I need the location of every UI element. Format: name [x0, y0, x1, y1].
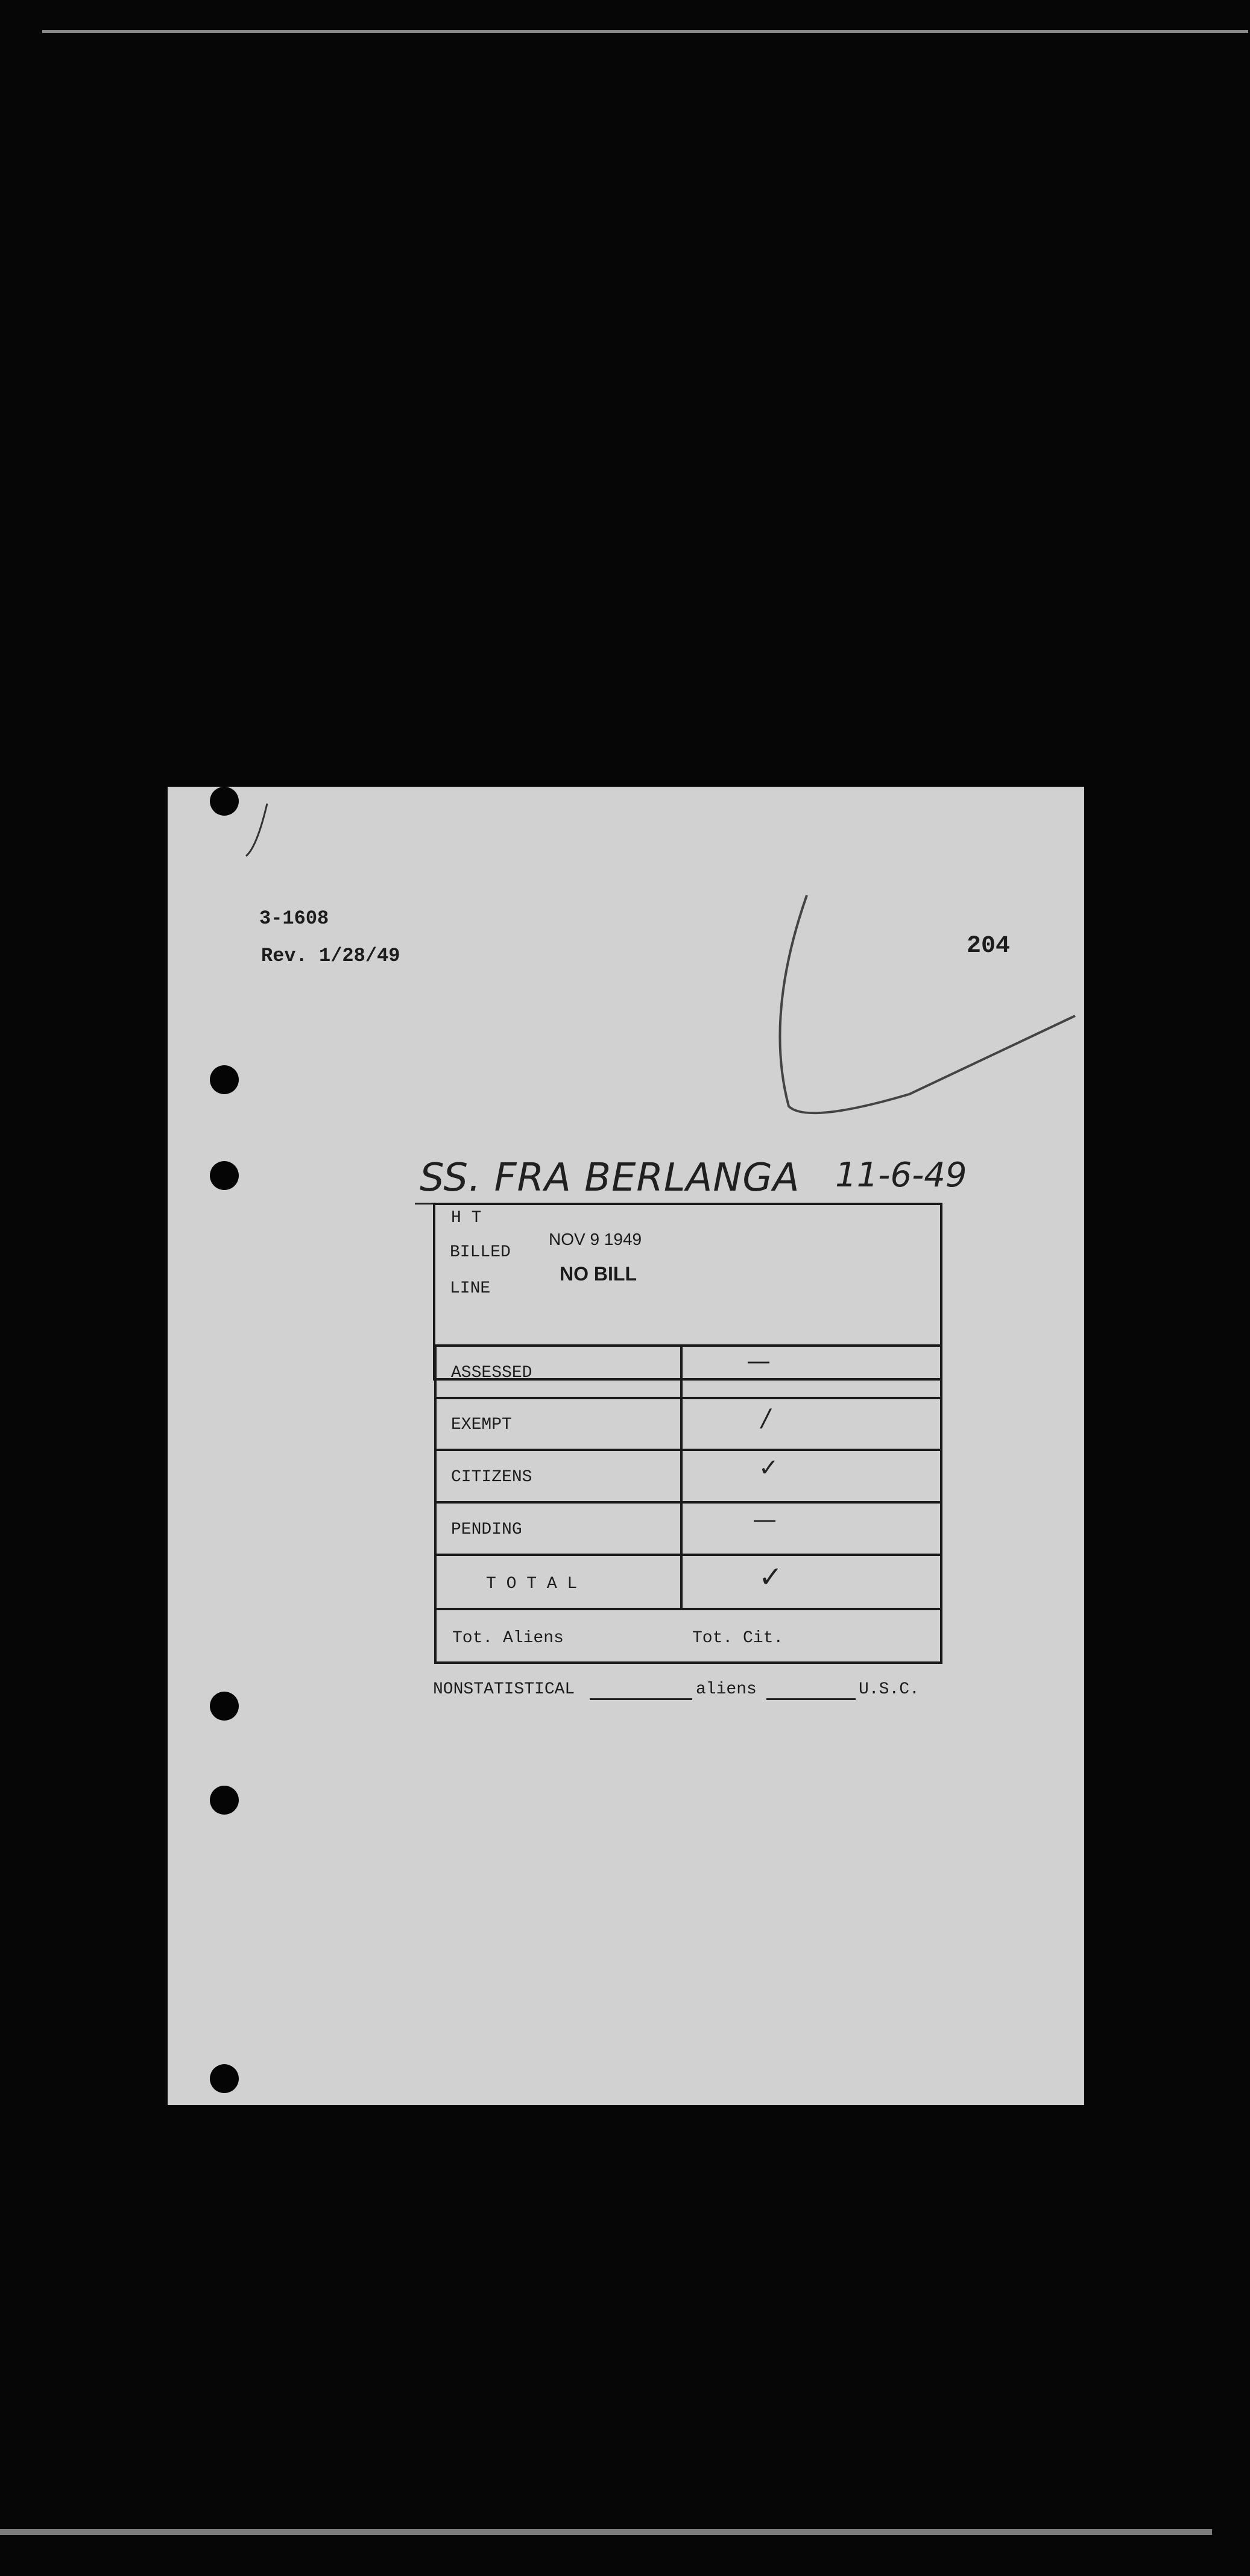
- form-number: 3-1608: [259, 907, 329, 930]
- row-mark-exempt: /: [762, 1405, 770, 1432]
- header-line-billed: BILLED: [450, 1243, 511, 1262]
- manifest-card: [168, 787, 1084, 2105]
- pencil-marks: [168, 787, 1084, 2105]
- row-label-assessed: ASSESSED: [451, 1364, 532, 1382]
- vessel-name: SS. FRA BERLANGA: [420, 1156, 800, 1200]
- page-number: 204: [967, 933, 1011, 960]
- corner-check-mark: [246, 804, 267, 856]
- row-label-citizens: CITIZENS: [451, 1468, 532, 1487]
- large-check-mark: [780, 895, 1075, 1113]
- nonstat-usc: U.S.C.: [859, 1680, 920, 1699]
- film-top-edge: [42, 30, 1248, 33]
- row-label-exempt: EXEMPT: [451, 1416, 512, 1434]
- row-mark-assessed: —: [747, 1347, 771, 1375]
- footer-tot-cit: Tot. Cit.: [692, 1629, 784, 1648]
- row-mark-citizens: ✓: [759, 1454, 779, 1482]
- no-bill-stamp: NO BILL: [560, 1263, 637, 1285]
- row-label-pending: PENDING: [451, 1520, 522, 1539]
- nonstat-aliens: aliens: [696, 1680, 757, 1699]
- total-mark: ✓: [759, 1560, 783, 1594]
- nonstat-label: NONSTATISTICAL: [433, 1680, 575, 1699]
- vessel-date: 11-6-49: [835, 1156, 967, 1195]
- total-label: T O T A L: [486, 1575, 578, 1593]
- footer-tot-aliens: Tot. Aliens: [452, 1629, 564, 1648]
- header-line-ht: H T: [451, 1209, 482, 1227]
- received-date-stamp: NOV 9 1949: [549, 1230, 642, 1249]
- film-bottom-edge: [0, 2529, 1212, 2535]
- form-revision: Rev. 1/28/49: [261, 945, 400, 967]
- header-line-line: LINE: [450, 1279, 491, 1298]
- row-mark-pending: —: [753, 1506, 777, 1534]
